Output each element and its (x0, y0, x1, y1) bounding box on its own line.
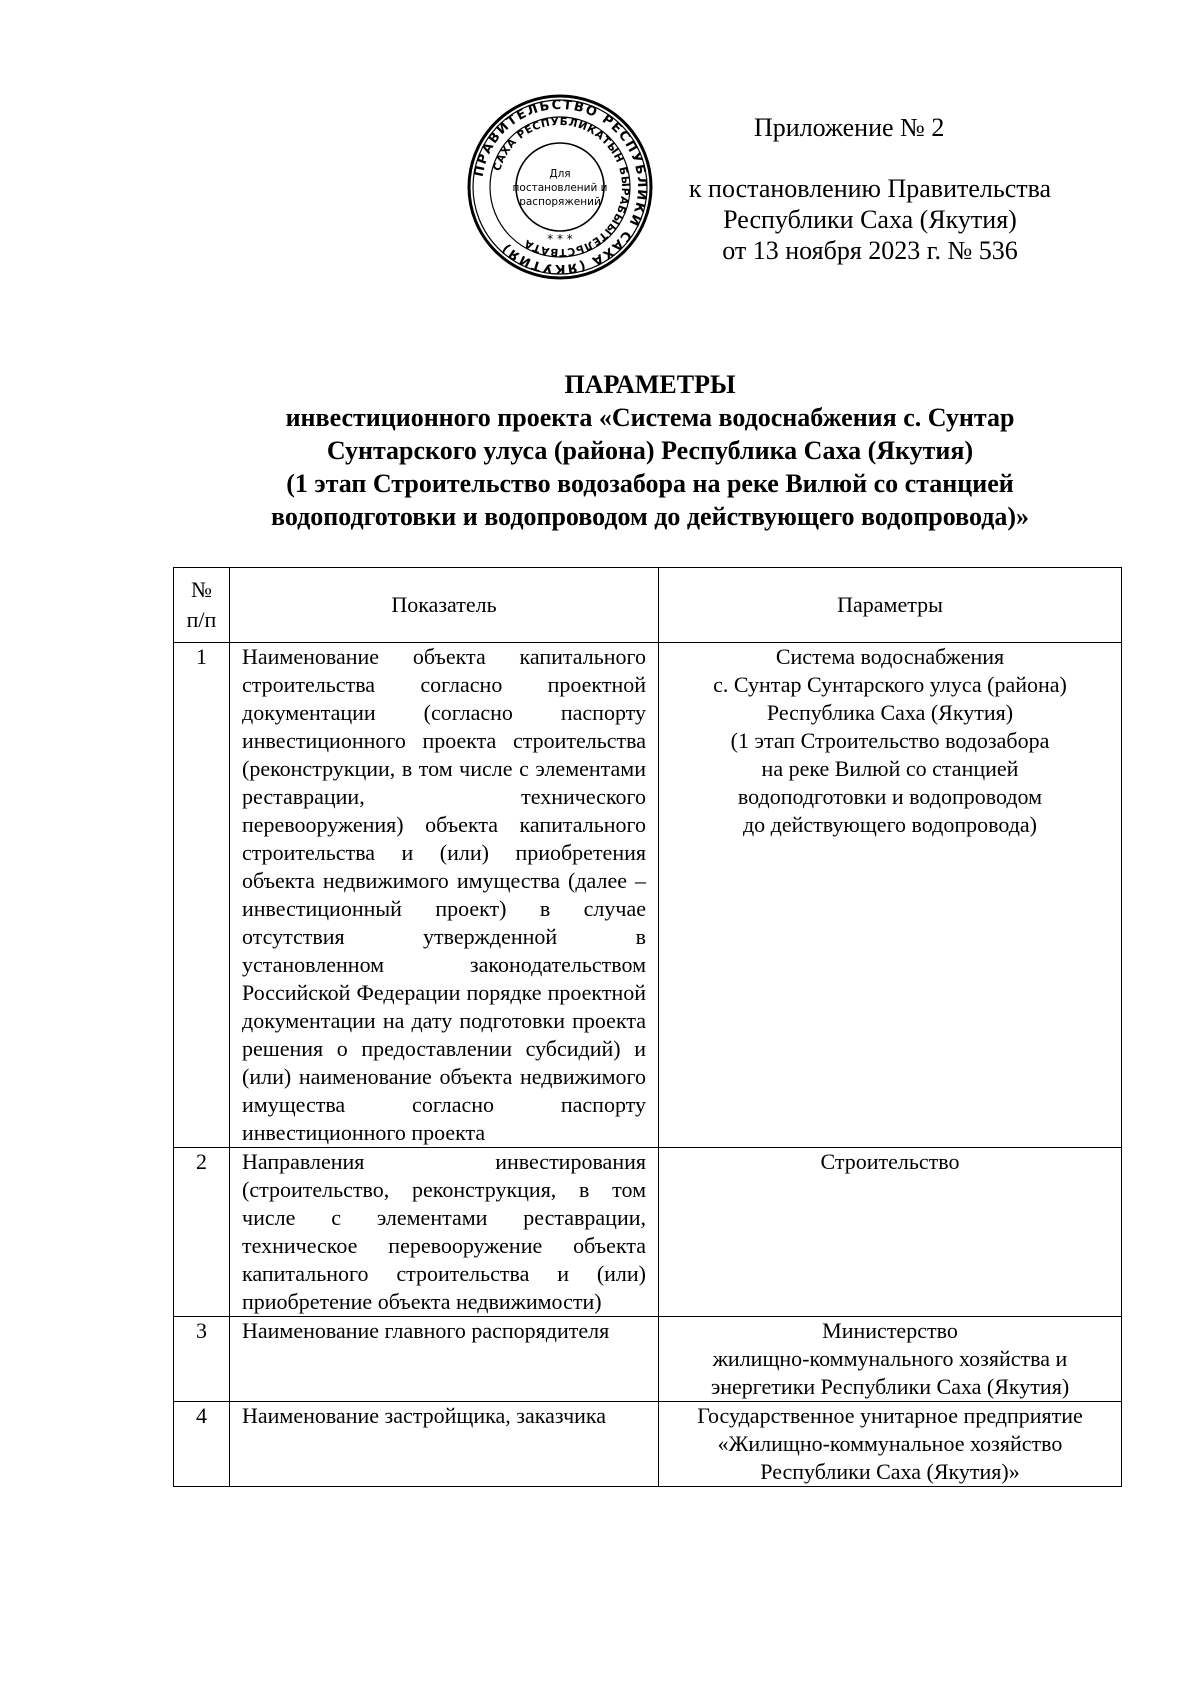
row-parameters (659, 1402, 1122, 1487)
svg-text:САХА РЕСПУБЛИКАТЫН БЫРАБЫЫТЕЛЬ: САХА РЕСПУБЛИКАТЫН БЫРАБЫЫТЕЛЬСТВАТА (491, 115, 632, 259)
title-line: (1 этап Строительство водозабора на реке Вилюй со станцией (286, 469, 1014, 498)
header-number-abbr: п/п (186, 607, 217, 632)
param-line: Республики Саха (Якутия)» (760, 1459, 1020, 1484)
row-parameters (659, 1148, 1122, 1317)
row-number: 2 (174, 1148, 230, 1317)
table-row (174, 643, 1122, 1148)
svg-text:* * *: * * * (547, 232, 573, 246)
param-line: (1 этап Строительство водозабора (730, 728, 1050, 753)
row-indicator: Направления инвестирования (строительство, реконструкция, в том числе с элементами реставрации, техническое перевооружение объекта капитального строительства и (или) приобретение объекта недвижимости) (230, 1148, 659, 1317)
title-line: ПАРАМЕТРЫ (564, 370, 736, 399)
row-indicator: Наименование главного распорядителя (230, 1317, 659, 1402)
table-row (174, 1402, 1122, 1487)
parameters-table (173, 567, 1122, 1487)
param-line: Республика Саха (Якутия) (766, 700, 1014, 725)
table-header-row (174, 568, 1122, 643)
title-line: водоподготовки и водопроводом до действующего водопровода)» (270, 502, 1030, 531)
param-line: Государственное унитарное предприятие (697, 1403, 1083, 1428)
appendix-line: Республики Саха (Якутия) (723, 205, 1017, 234)
stamp-seal-graphic (466, 93, 654, 281)
appendix-line: к постановлению Правительства (688, 174, 1052, 203)
official-stamp (466, 93, 654, 281)
row-indicator: Наименование объекта капитального строительства согласно проектной документации (согласно паспорту инвестиционного проекта строительства (реконструкции, в том числе с элементами реставрации, технического перевооружения) объекта капитального строительства и (или) приобретения объекта недвижимого имущества (далее – инвестиционный проект) в случае отсутствия утвержденной в установленном законодательством Российской Федерации порядке проектной документации на дату подготовки проекта решения о предоставлении субсидий) и (или) наименование объекта недвижимого имущества согласно паспорту инвестиционного проекта (230, 643, 659, 1148)
title-line: инвестиционного проекта «Система водоснабжения с. Сунтар (285, 403, 1015, 432)
table-row (174, 1317, 1122, 1402)
row-indicator: Наименование застройщика, заказчика (230, 1402, 659, 1487)
param-line: жилищно-коммунального хозяйства и (712, 1346, 1068, 1371)
document-title (180, 368, 1120, 533)
header-number (174, 568, 230, 643)
row-number: 3 (174, 1317, 230, 1402)
row-parameters (659, 643, 1122, 1148)
param-line: Система водоснабжения (775, 644, 1005, 669)
param-line: энергетики Республики Саха (Якутия) (710, 1374, 1070, 1399)
param-line: «Жилищно-коммунальное хозяйство (717, 1431, 1063, 1456)
header-number-symbol: № (191, 577, 212, 602)
header-indicator: Показатель (230, 568, 659, 643)
row-parameters (659, 1317, 1122, 1402)
param-line: водоподготовки и водопроводом (737, 784, 1043, 809)
title-line: Сунтарского улуса (района) Республика Саха (Якутия) (326, 436, 974, 465)
table-row (174, 1148, 1122, 1317)
row-number: 4 (174, 1402, 230, 1487)
param-line: Министерство (822, 1318, 958, 1343)
svg-text:постановлений и: постановлений и (512, 182, 608, 194)
appendix-header (660, 112, 1080, 266)
param-line: с. Сунтар Сунтарского улуса (района) (713, 672, 1067, 697)
header-parameters: Параметры (659, 568, 1122, 643)
param-line: Строительство (820, 1149, 960, 1174)
svg-text:распоряжений: распоряжений (519, 196, 601, 208)
appendix-line: от 13 ноября 2023 г. № 536 (722, 236, 1018, 265)
svg-text:ПРАВИТЕЛЬСТВО РЕСПУБЛИКИ САХА: ПРАВИТЕЛЬСТВО РЕСПУБЛИКИ САХА (ЯКУТИЯ) (471, 97, 650, 277)
svg-text:Для: Для (549, 168, 571, 180)
param-line: на реке Вилюй со станцией (761, 756, 1019, 781)
param-line: до действующего водопровода) (742, 812, 1037, 837)
row-number: 1 (174, 643, 230, 1148)
appendix-number: Приложение № 2 (754, 113, 945, 142)
